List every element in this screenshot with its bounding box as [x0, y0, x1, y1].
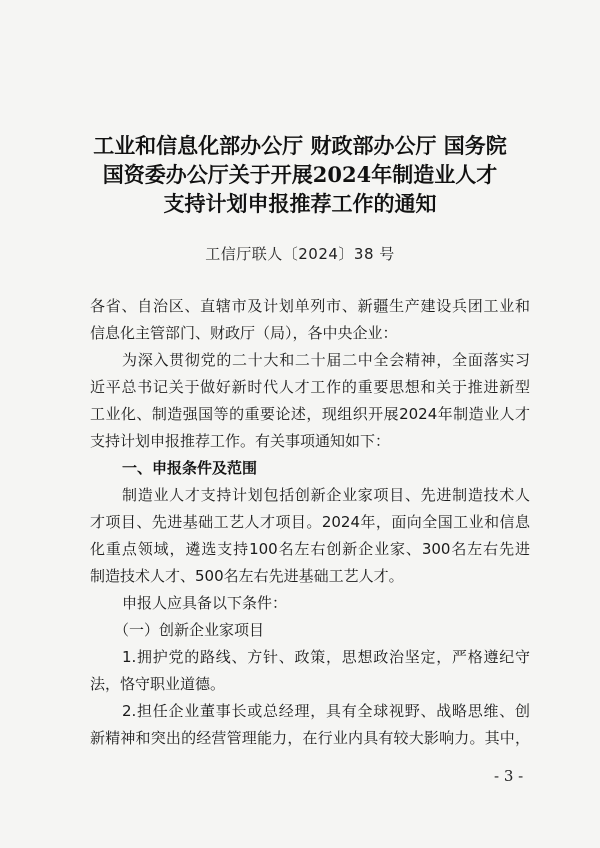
intro-line-3: 工业化、制造强国等的重要论述，现组织开展2024年制造业人才 [90, 405, 530, 423]
section-1-para-1-line-3: 化重点领域，遴选支持100名左右创新企业家、300名左右先进 [90, 540, 530, 558]
intro-line-4: 支持计划申报推荐工作。有关事项通知如下： [90, 432, 391, 450]
document-number: 工信厅联人〔2024〕38 号 [205, 245, 395, 263]
section-1-para-1-line-2: 才项目、先进基础工艺人才项目。2024年，面向全国工业和信息 [90, 513, 530, 531]
intro-line-1: 为深入贯彻党的二十大和二十届二中全会精神，全面落实习 [122, 351, 530, 369]
section-1-heading: 一、申报条件及范围 [122, 459, 258, 477]
page-number: - 3 - [494, 767, 524, 785]
addressee-line-2: 信息化主管部门、财政厅（局），各中央企业： [90, 324, 398, 342]
item-2-line-1: 2.担任企业董事长或总经理，具有全球视野、战略思维、创 [122, 702, 530, 720]
section-1-para-1-line-1: 制造业人才支持计划包括创新企业家项目、先进制造技术人 [122, 486, 530, 504]
item-1-line-2: 法，恪守职业道德。 [90, 675, 226, 693]
document-title-line-2: 国资委办公厅关于开展2024年制造业人才 [102, 162, 498, 187]
document-title-line-1: 工业和信息化部办公厅 财政部办公厅 国务院 [93, 133, 507, 158]
section-1-para-1-line-4: 制造技术人才、500名左右先进基础工艺人才。 [90, 567, 404, 585]
intro-line-2: 近平总书记关于做好新时代人才工作的重要思想和关于推进新型 [90, 378, 530, 396]
document-title-line-3: 支持计划申报推荐工作的通知 [163, 191, 437, 216]
item-1-line-1: 1.拥护党的路线、方针、政策，思想政治坚定，严格遵纪守 [122, 648, 530, 666]
subsection-1-heading: （一）创新企业家项目 [114, 621, 265, 639]
section-1-para-2: 申报人应具备以下条件： [122, 594, 288, 612]
item-2-line-2: 新精神和突出的经营管理能力，在行业内具有较大影响力。其中， [90, 729, 530, 747]
addressee-line-1: 各省、自治区、直辖市及计划单列市、新疆生产建设兵团工业和 [90, 297, 530, 315]
